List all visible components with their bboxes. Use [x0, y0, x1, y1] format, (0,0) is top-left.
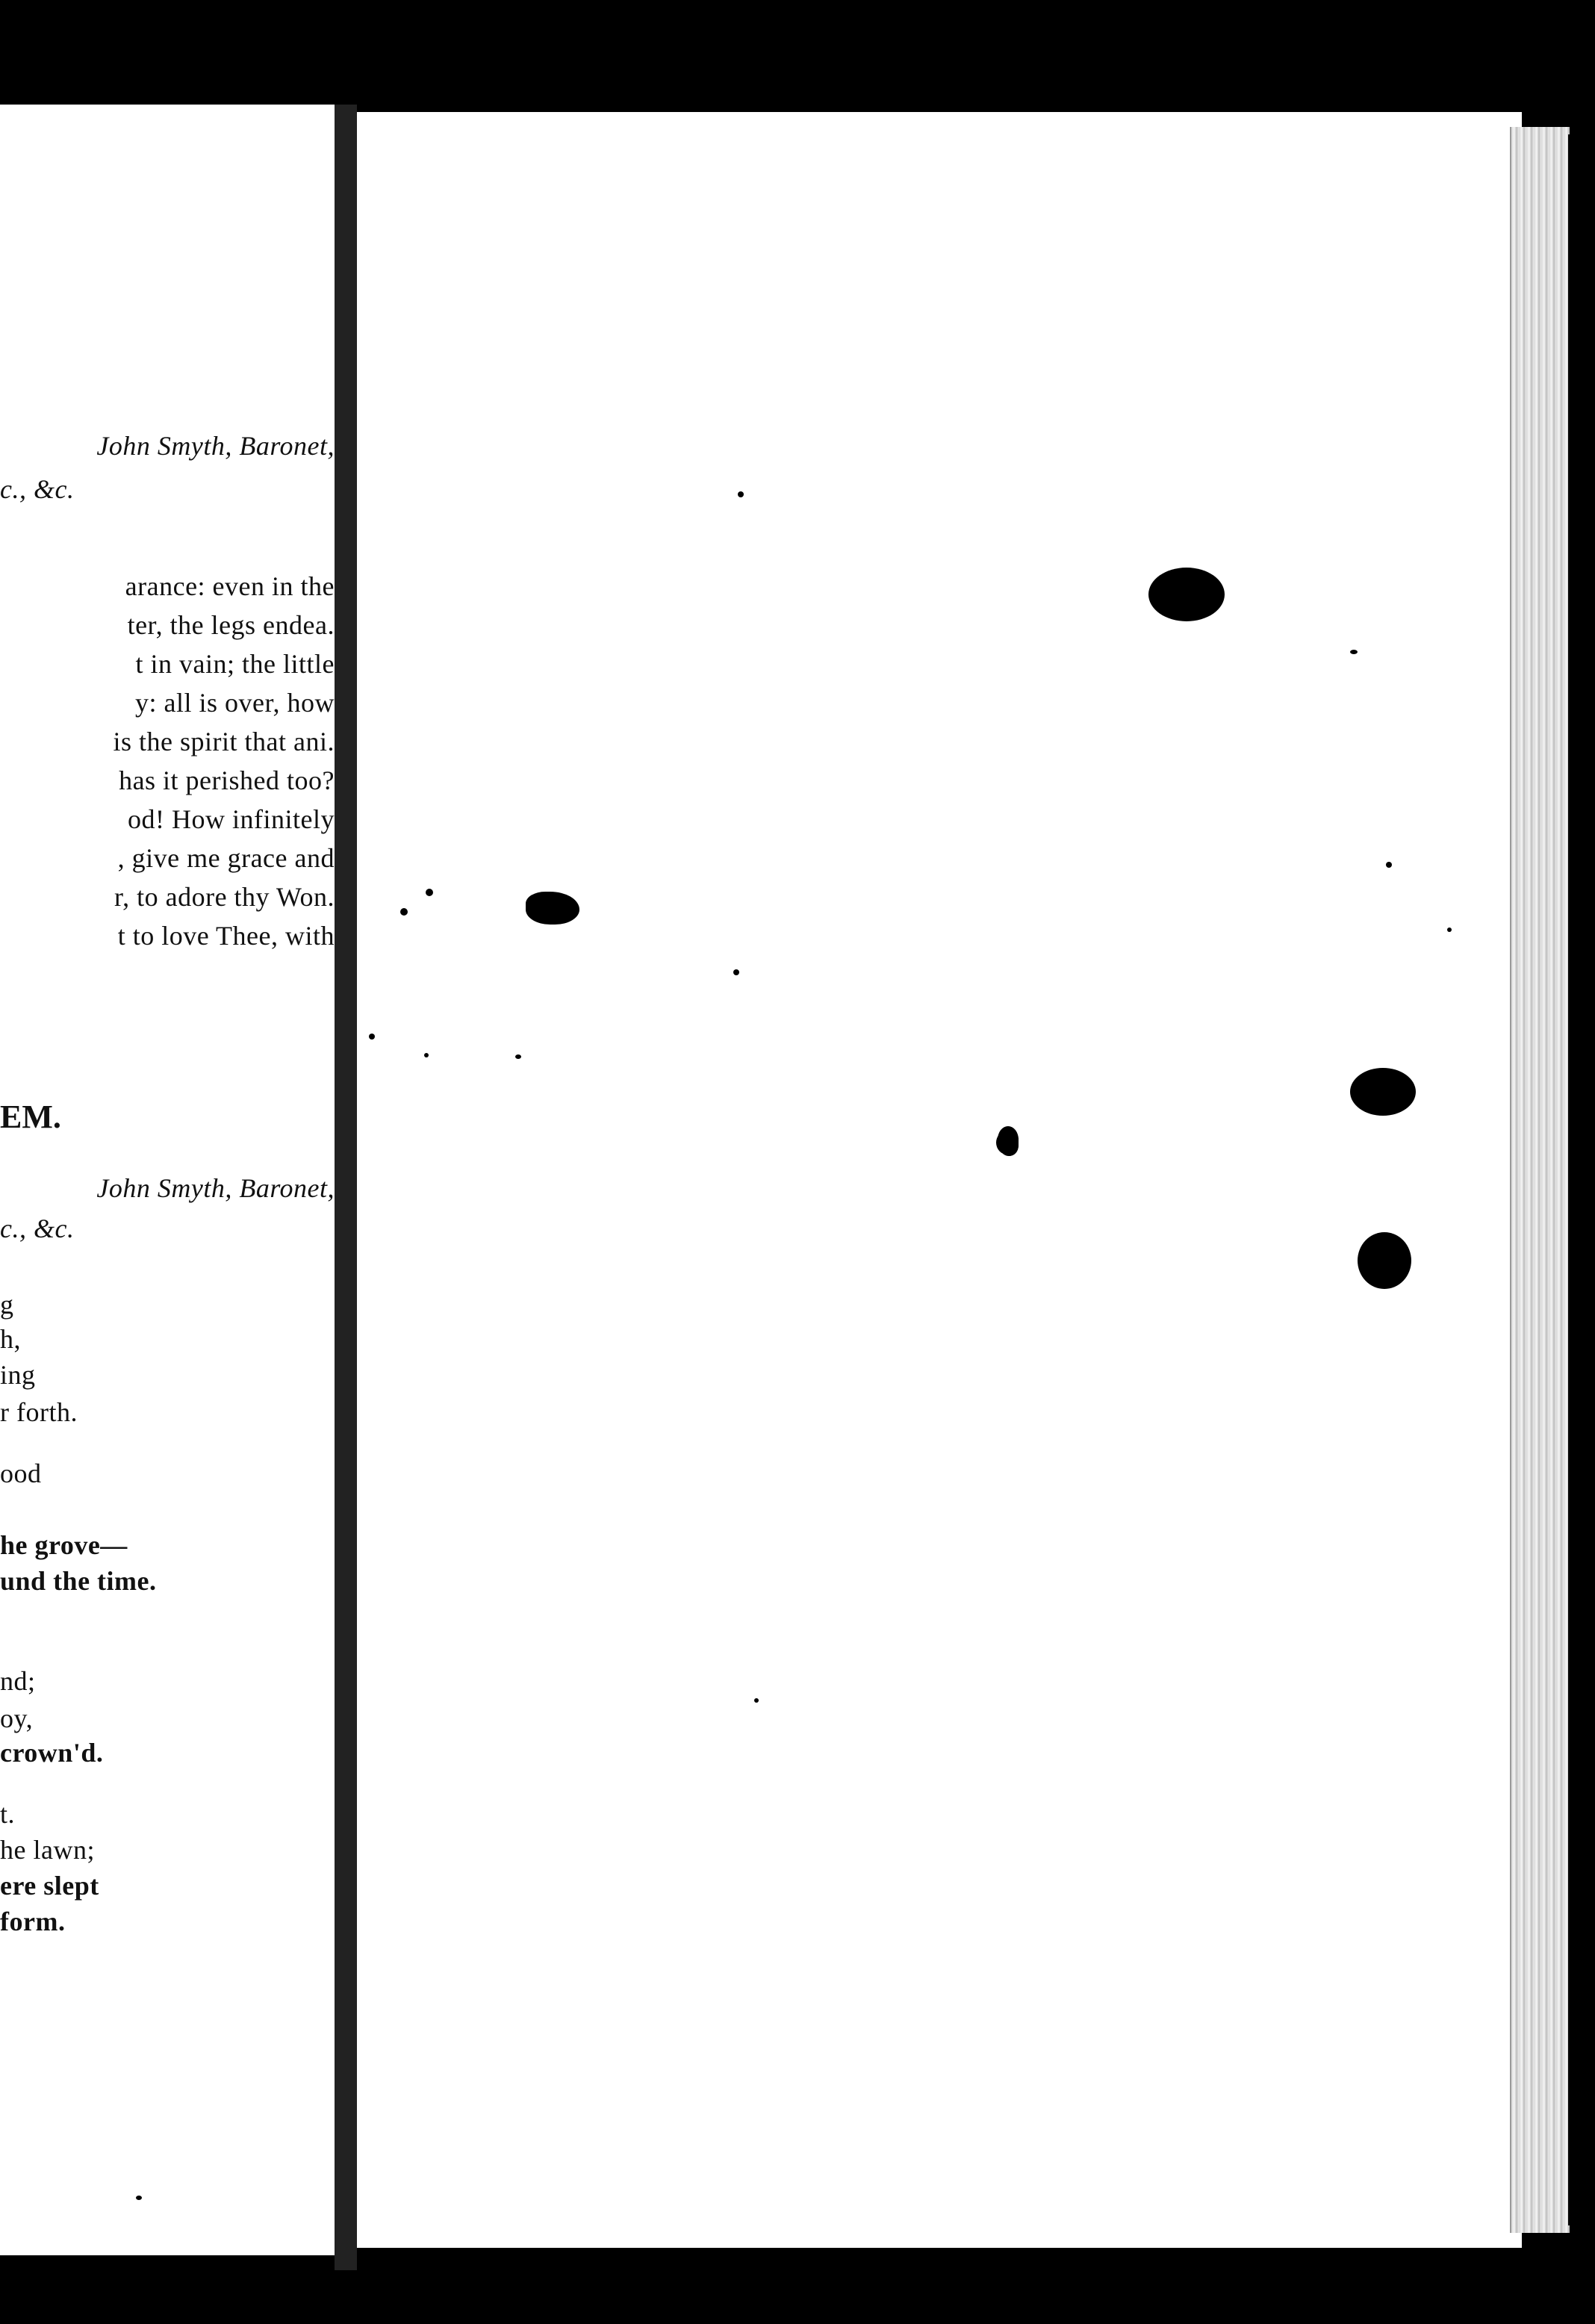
left-page [0, 105, 335, 2255]
poem-line: form. [0, 1907, 66, 1936]
prose-line: arance: even in the [125, 571, 335, 601]
speck [733, 969, 739, 975]
ink-spot [1358, 1232, 1411, 1289]
speck [1386, 862, 1392, 868]
poem-line: g [0, 1290, 14, 1320]
speck [424, 1053, 429, 1057]
ink-spot [1350, 1068, 1416, 1116]
right-page [357, 112, 1522, 2248]
prose-line: t in vain; the little [135, 649, 335, 679]
speck [400, 908, 408, 916]
poem-line: crown'd. [0, 1738, 104, 1768]
prose-line: od! How infinitely [128, 804, 335, 834]
speck [738, 491, 744, 497]
poem-line: he lawn; [0, 1835, 95, 1865]
poem-line: ere slept [0, 1871, 99, 1901]
poem-line: t. [0, 1799, 16, 1829]
prose-line: has it perished too? [119, 765, 335, 795]
book-edge [1568, 134, 1595, 2225]
prose-line: , give me grace and [117, 843, 335, 873]
poem-line: nd; [0, 1666, 36, 1696]
prose-line: is the spirit that ani. [113, 727, 335, 756]
speck [136, 2196, 142, 2200]
poem-line: he grove— [0, 1530, 128, 1560]
poem-line: und the time. [0, 1566, 157, 1596]
dedication-name-2: John Smyth, Baronet, [96, 1173, 335, 1203]
dedication-etc-2: c., &c. [0, 1214, 75, 1243]
speck [515, 1054, 521, 1059]
poem-line: ood [0, 1458, 42, 1488]
prose-line: y: all is over, how [134, 688, 335, 718]
prose-line: r, to adore thy Won. [114, 882, 335, 912]
speck [369, 1034, 375, 1040]
speck [1350, 650, 1358, 654]
ink-spot [998, 1126, 1019, 1153]
page-edges [1510, 127, 1570, 2233]
ink-spot [526, 892, 579, 925]
speck [426, 889, 433, 896]
section-heading: EM. [0, 1099, 61, 1135]
ink-spot [1148, 568, 1225, 621]
poem-line: r forth. [0, 1397, 78, 1427]
book-gutter [335, 105, 357, 2270]
prose-line: t to love Thee, with [117, 921, 335, 951]
prose-line: ter, the legs endea. [127, 610, 335, 640]
speck [1447, 928, 1452, 932]
dedication-etc-1: c., &c. [0, 474, 75, 504]
speck [754, 1698, 759, 1703]
poem-line: h, [0, 1324, 21, 1354]
poem-line: ing [0, 1360, 36, 1390]
poem-line: oy, [0, 1703, 34, 1733]
dedication-name-1: John Smyth, Baronet, [96, 431, 335, 461]
